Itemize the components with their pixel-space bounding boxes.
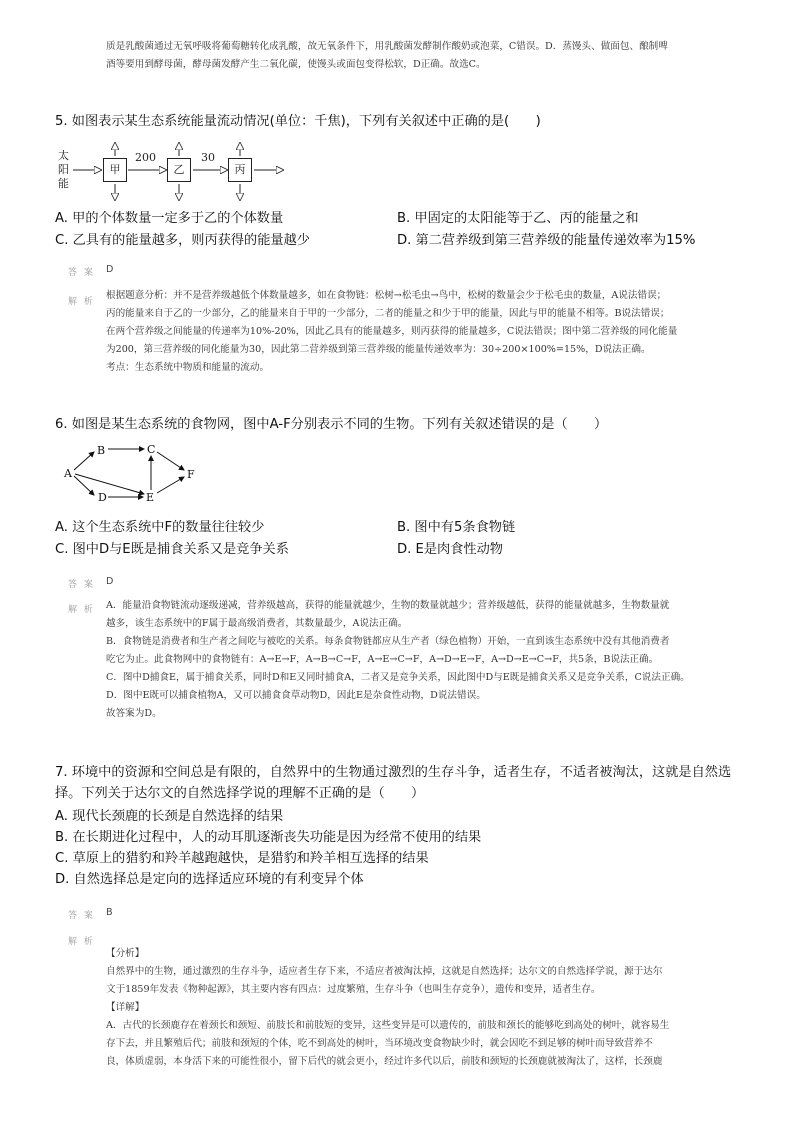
q6-option-d[interactable]: D. E是肉食性动物	[397, 542, 503, 557]
q6-answer: D	[106, 576, 114, 587]
q6-analysis-line: 吃它为止。此食物网中的食物链有：A→E→F，A→B→C→F，A→E→C→F，A→D→E→F，A→D→E→C→F，共5条，B说法正确。	[106, 654, 659, 665]
q4-explanation	[106, 38, 766, 74]
node-bing: 丙	[228, 158, 252, 182]
q5-option-b[interactable]: B. 甲固定的太阳能等于乙、丙的能量之和	[397, 211, 639, 226]
q7-analysis-line: A．古代的长颈鹿存在着颈长和颈短、前肢长和前肢短的变异，这些变异是可以遗传的，前肢和颈长的能够吃到高处的树叶，就容易生	[106, 1020, 670, 1031]
q6-food-web-diagram	[60, 440, 200, 506]
node-e: E	[146, 491, 155, 504]
q6-option-a[interactable]: A. 这个生态系统中F的数量往往较少	[55, 520, 265, 535]
q5-analysis-line: 在两个营养级之间能量的传递率为10%-20%，因此乙具有的能量越多，则丙获得的能量越多，C说法错误；图中第二营养级的同化能量	[106, 326, 678, 337]
q6-stem: 6. 如图是某生态系统的食物网，图中A-F分别表示不同的生物。下列有关叙述错误的是（ ）	[55, 417, 608, 432]
q6-analysis-line: B．食物链是消费者和生产者之间吃与被吃的关系。每条食物链都应从生产者（绿色植物）开始，一直到该生态系统中没有其他消费者	[106, 636, 670, 647]
node-c: C	[147, 443, 156, 456]
q7-analysis-line: 文于1859年发表《物种起源》，其主要内容有四点：过度繁殖，生存斗争（也叫生存竞争），遗传和变异，适者生存。	[106, 984, 601, 995]
node-yi: 乙	[167, 158, 191, 182]
q6-analysis	[106, 597, 766, 723]
q5-analysis-label: 解 析	[68, 297, 95, 307]
q5-energy-flow-diagram	[55, 140, 295, 206]
q5-analysis-line: 丙的能量来自于乙的一少部分，乙的能量来自于甲的一少部分，二者的能量之和少于甲的能量，因此与甲的能量不相等。B说法错误；	[106, 308, 670, 319]
q5-option-d[interactable]: D. 第二营养级到第三营养级的能量传递效率为15%	[397, 233, 696, 248]
edge-label-30: 30	[201, 151, 215, 164]
q7-option-a[interactable]: A. 现代长颈鹿的长颈是自然选择的结果	[55, 809, 284, 824]
q7-stem	[55, 762, 775, 804]
q7-analysis-line: 自然界中的生物，通过激烈的生存斗争，适应者生存下来，不适应者被淘汰掉，这就是自然选择；达尔文的自然选择学说，源于达尔	[106, 966, 663, 977]
q5-answer: D	[106, 264, 114, 275]
q5-analysis-line: 为200，第三营养级的同化能量为30，因此第二营养级到第三营养级的能量传递效率为：30÷200×100%=15%，D说法正确。	[106, 344, 651, 355]
sun-label-char: 阳	[58, 163, 69, 176]
q6-option-c[interactable]: C. 图中D与E既是捕食关系又是竞争关系	[55, 542, 289, 557]
node-f: F	[187, 468, 195, 481]
q6-analysis-line: C．图中D捕食E，属于捕食关系，同时D和E又同时捕食A，二者又是竞争关系，因此图中D与E既是捕食关系又是竞争关系，C说法正确。	[106, 672, 690, 683]
q7-analysis-line: 【详解】	[106, 1002, 145, 1013]
edge-a-e	[75, 474, 144, 494]
q6-option-b[interactable]: B. 图中有5条食物链	[397, 520, 516, 535]
q7-analysis-line: 【分析】	[106, 948, 145, 959]
q6-analysis-label: 解 析	[68, 605, 95, 615]
q6-analysis-line: A．能量沿食物链流动逐级递减，营养级越高，获得的能量就越少，生物的数量就越少；营养级越低，获得的能量就越多，生物数量就	[106, 600, 670, 611]
q4-explanation-line: 质是乳酸菌通过无氧呼吸将葡萄糖转化成乳酸，故无氧条件下，用乳酸菌发酵制作酸奶或泡菜，C错误。D．蒸馒头、做面包、酿制啤	[106, 41, 668, 52]
edge-label-200: 200	[135, 151, 156, 164]
q7-option-c[interactable]: C. 草原上的猎豹和羚羊越跑越快，是猎豹和羚羊相互选择的结果	[55, 851, 429, 866]
edge-a-b	[74, 452, 94, 470]
q7-answer-label: 答 案	[68, 911, 95, 921]
q5-option-c[interactable]: C. 乙具有的能量越多，则丙获得的能量越少	[55, 233, 310, 248]
edge-c-f	[157, 452, 184, 470]
q7-analysis-label: 解 析	[68, 937, 95, 947]
q5-analysis-line: 考点：生态系统中物质和能量的流动。	[106, 362, 270, 373]
q5-option-a[interactable]: A. 甲的个体数量一定多于乙的个体数量	[55, 211, 284, 226]
sun-label-char: 太	[58, 149, 69, 162]
edge-e-f	[157, 477, 184, 493]
q7-answer: B	[106, 907, 113, 918]
q6-analysis-line: 故答案为D。	[106, 708, 162, 719]
q5-answer-label: 答 案	[68, 268, 95, 278]
sun-label-char: 能	[58, 177, 69, 190]
q6-answer-label: 答 案	[68, 580, 95, 590]
node-b: B	[97, 444, 106, 457]
q5-analysis-line: 根据题意分析：并不是营养级越低个体数量越多，如在食物链：松树→松毛虫→鸟中，松树的数量会少于松毛虫的数量，A说法错误；	[106, 290, 667, 301]
q6-analysis-line: 越多，该生态系统中的F属于最高级消费者，其数量最少，A说法正确。	[106, 618, 408, 629]
q7-stem-line: 7. 环境中的资源和空间总是有限的，自然界中的生物通过激烈的生存斗争，适者生存，不适者被淘汰，这就是自然选	[55, 765, 732, 780]
q5-stem: 5. 如图表示某生态系统能量流动情况(单位：千焦)，下列有关叙述中正确的是( )	[55, 114, 541, 129]
q5-analysis	[106, 287, 766, 377]
node-a: A	[64, 467, 72, 480]
node-d: D	[98, 491, 107, 504]
q4-explanation-line: 酒等要用到酵母菌，酵母菌发酵产生二氧化碳，使馒头或面包变得松软，D正确。故选C。	[106, 59, 486, 70]
q7-analysis-line: 良，体质虚弱，本身活下来的可能性很小，留下后代的就会更小，经过许多代以后，前肢和颈短的长颈鹿就被淘汰了，这样，长颈鹿	[106, 1056, 663, 1067]
q7-stem-line: 择。下列关于达尔文的自然选择学说的理解不正确的是（ ）	[55, 786, 425, 801]
node-jia: 甲	[103, 158, 127, 182]
q7-option-b[interactable]: B. 在长期进化过程中，人的动耳肌逐渐丧失功能是因为经常不使用的结果	[55, 830, 482, 845]
q7-option-d[interactable]: D. 自然选择总是定向的选择适应环境的有利变异个体	[55, 872, 364, 887]
q7-analysis	[106, 945, 771, 1071]
q6-analysis-line: D．图中E既可以捕食植物A，又可以捕食食草动物D，因此E是杂食性动物，D说法错误。	[106, 690, 486, 701]
q7-analysis-line: 存下去，并且繁殖后代；前肢和颈短的个体，吃不到高处的树叶，当环境改变食物缺少时，就会因吃不到足够的树叶而导致营养不	[106, 1038, 653, 1049]
